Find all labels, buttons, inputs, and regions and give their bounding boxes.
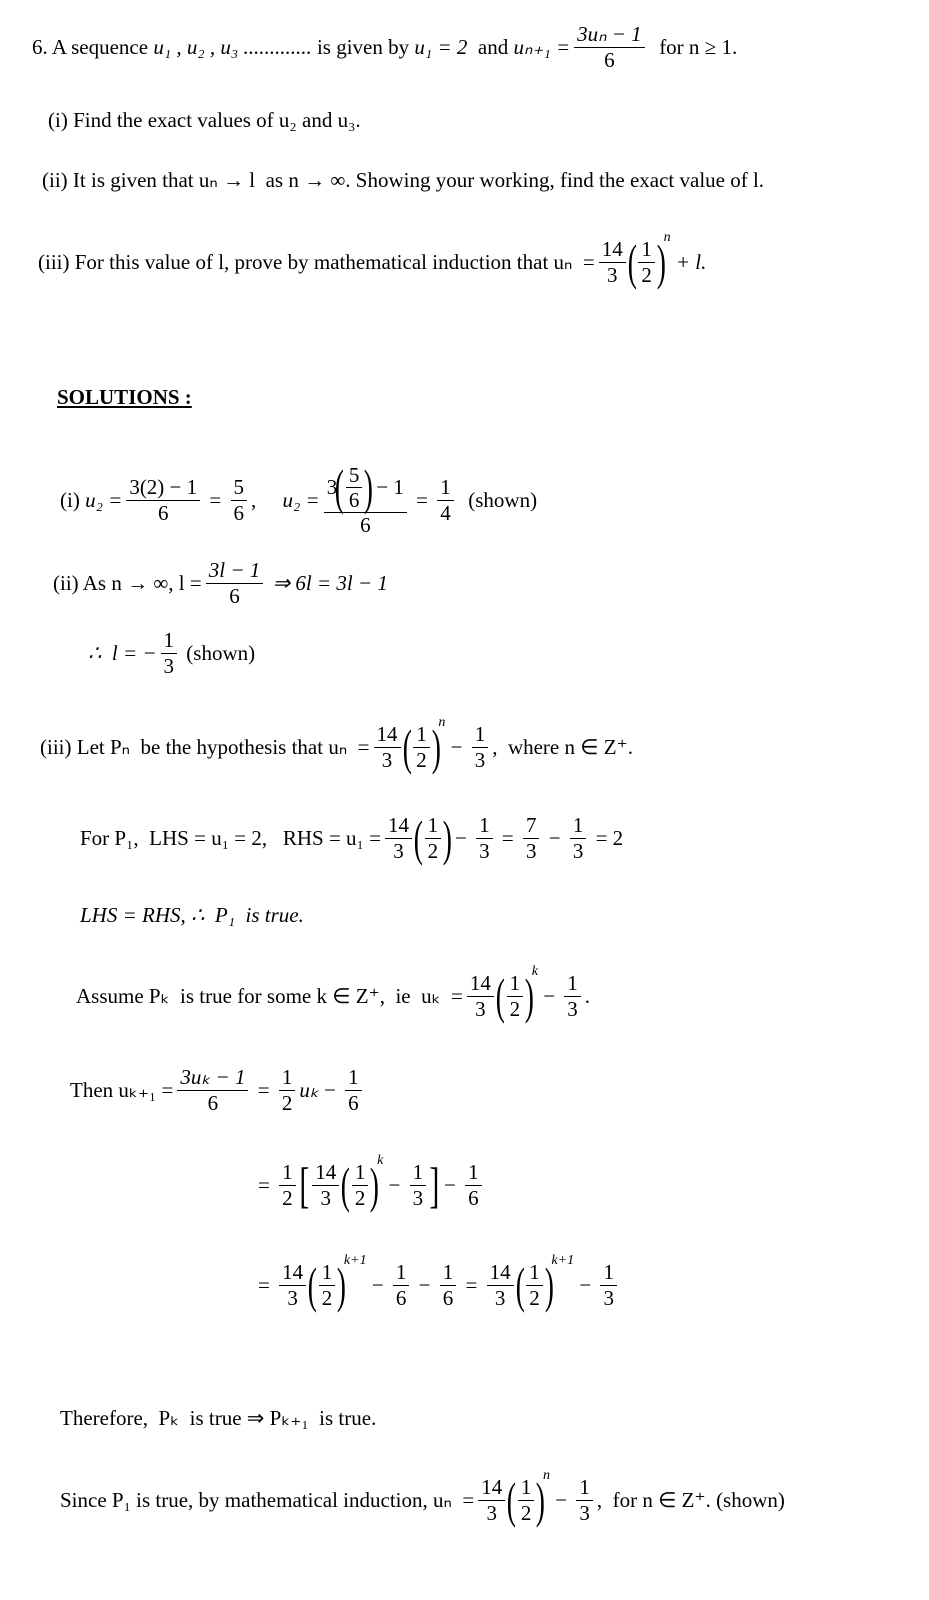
text: = <box>258 1272 276 1297</box>
numerator: 1 <box>413 722 430 747</box>
text: (iii) Let Pₙ be the hypothesis that uₙ = <box>40 734 370 759</box>
condition: for n ≥ 1. <box>648 34 738 59</box>
u1: u₁ = 2 <box>414 34 468 59</box>
numerator: 1 <box>393 1260 410 1285</box>
denominator: 3 <box>475 996 486 1021</box>
denominator: 3 <box>393 838 404 863</box>
denominator: 3 <box>381 747 393 772</box>
text: Since P₁ is true, by mathematical induction, uₙ = <box>60 1487 475 1512</box>
numerator: 1 <box>410 1160 427 1185</box>
text: (iii) For this value of l, prove by mathematical induction that uₙ = <box>38 249 595 274</box>
paren: ( <box>515 1257 525 1313</box>
text: = 2 <box>590 825 624 850</box>
numerator: 14 <box>467 971 494 996</box>
fraction <box>312 1160 339 1209</box>
fraction <box>161 628 178 677</box>
numerator: 1 <box>437 475 454 500</box>
exponent: k+1 <box>343 1253 367 1268</box>
paren: ) <box>656 234 666 290</box>
paren: ( <box>307 1257 318 1313</box>
exponent: n <box>543 1468 551 1483</box>
text: − <box>537 983 561 1008</box>
bracket: ] <box>429 1157 440 1213</box>
text: = <box>204 487 227 512</box>
text: − <box>383 1172 406 1197</box>
inductive-step-3 <box>258 1255 621 1315</box>
text: is given by <box>316 34 415 59</box>
denominator: 6 <box>229 583 240 608</box>
text: + l. <box>670 249 707 274</box>
paren: ( <box>506 1472 517 1528</box>
text: = <box>460 1272 483 1297</box>
inductive-assumption <box>76 966 590 1026</box>
numerator: 1 <box>279 1065 296 1090</box>
numerator: 1 <box>638 237 655 262</box>
paren: ) <box>370 1157 380 1213</box>
paren: ( <box>334 459 345 516</box>
text: ⇒ 6l = 3l − 1 <box>267 570 388 595</box>
text: = <box>252 1077 275 1102</box>
fraction <box>279 1260 306 1309</box>
numerator: 1 <box>352 1160 369 1185</box>
fraction <box>526 1260 543 1309</box>
denominator: 3 <box>567 996 578 1021</box>
fraction <box>126 475 200 524</box>
paren: ( <box>627 234 637 290</box>
text: − <box>574 1272 597 1297</box>
numerator: 1 <box>425 813 442 838</box>
numerator: 1 <box>465 1160 482 1185</box>
denominator: 3 <box>479 838 490 863</box>
text: , where n ∈ Z⁺. <box>492 734 633 759</box>
numerator: 1 <box>345 1065 362 1090</box>
text: 3 <box>326 475 338 500</box>
text: , for n ∈ Z⁺. (shown) <box>596 1487 785 1512</box>
text: u₂ = <box>282 487 320 512</box>
denominator: 6 <box>360 513 371 538</box>
fraction <box>570 813 587 862</box>
exponent: n <box>438 715 446 730</box>
numerator: 1 <box>472 722 489 747</box>
text: . <box>584 983 591 1008</box>
fraction <box>518 1475 535 1524</box>
fraction <box>476 813 493 862</box>
paren: ) <box>336 1257 347 1313</box>
fraction <box>465 1160 482 1209</box>
conclusion <box>60 1470 785 1530</box>
paren: ) <box>442 810 453 866</box>
denominator: 2 <box>509 996 521 1021</box>
denominator: 2 <box>354 1185 366 1210</box>
bracket: [ <box>298 1157 309 1213</box>
denominator: 6 <box>157 500 169 525</box>
inductive-step-2 <box>258 1155 486 1215</box>
denominator: 6 <box>442 1285 454 1310</box>
text: , <box>251 487 283 512</box>
paren: ( <box>402 719 412 775</box>
fraction <box>487 1260 514 1309</box>
fraction <box>279 1160 296 1209</box>
text: Then uₖ₊₁ = <box>70 1077 174 1102</box>
text: and <box>467 34 514 59</box>
exponent: k <box>377 1153 384 1168</box>
fraction <box>599 237 626 286</box>
part-i <box>48 90 361 150</box>
numerator <box>324 459 407 516</box>
denominator: 6 <box>604 47 615 72</box>
denominator: 6 <box>348 487 360 512</box>
fraction <box>410 1160 427 1209</box>
denominator: 2 <box>321 1285 333 1310</box>
numerator: 3uₙ − 1 <box>574 22 645 47</box>
text: ∴ l = − <box>88 640 157 665</box>
fraction <box>425 813 442 862</box>
denominator: 3 <box>572 838 584 863</box>
fraction <box>352 1160 369 1209</box>
fraction <box>385 813 412 862</box>
denominator: 3 <box>486 1500 497 1525</box>
text: uₖ <box>299 1077 319 1102</box>
numerator: 5 <box>346 463 363 488</box>
denominator: 3 <box>494 1285 506 1310</box>
fraction <box>346 463 363 512</box>
denominator: 3 <box>412 1185 424 1210</box>
denominator: 6 <box>207 1090 219 1115</box>
solution-iii-hypothesis <box>40 717 633 777</box>
fraction <box>437 475 454 524</box>
text: − <box>318 1077 342 1102</box>
paren: ( <box>495 968 505 1024</box>
denominator: 6 <box>233 500 244 525</box>
numerator: 1 <box>564 971 581 996</box>
part-iii <box>38 232 706 292</box>
denominator: 6 <box>468 1185 479 1210</box>
fraction <box>574 22 645 71</box>
numerator: 1 <box>518 1475 535 1500</box>
denominator: 3 <box>474 747 486 772</box>
text: − <box>543 825 566 850</box>
paren: ) <box>431 719 441 775</box>
numerator: 3uₖ − 1 <box>177 1065 248 1090</box>
denominator: 6 <box>348 1090 359 1115</box>
numerator: 3l − 1 <box>206 558 264 583</box>
inductive-step-1 <box>70 1060 366 1120</box>
fraction <box>413 722 430 771</box>
numerator: 1 <box>507 971 524 996</box>
fraction <box>319 1260 336 1309</box>
paren: ) <box>524 968 534 1024</box>
denominator: 3 <box>163 653 175 678</box>
fraction <box>177 1065 248 1114</box>
text: = <box>410 487 434 512</box>
denominator: 6 <box>395 1285 407 1310</box>
part-ii <box>42 150 764 210</box>
text: − <box>449 825 473 850</box>
numerator: 14 <box>374 722 401 747</box>
fraction <box>472 722 489 771</box>
solution-i <box>60 459 538 538</box>
denominator: 2 <box>282 1185 293 1210</box>
paren: ( <box>340 1157 351 1213</box>
denominator: 2 <box>281 1090 293 1115</box>
induction-implication <box>60 1388 376 1448</box>
text: (ii) As n → ∞, l = <box>53 570 202 595</box>
numerator: 1 <box>526 1260 543 1285</box>
text: = <box>496 825 519 850</box>
denominator: 3 <box>579 1500 590 1525</box>
fraction <box>564 971 581 1020</box>
fraction <box>231 475 248 524</box>
text: (ii) It is given that uₙ → l as n → ∞. Showing your working, find the exact value of l. <box>42 167 765 192</box>
text: LHS = RHS, ∴ P₁ is true. <box>80 902 304 927</box>
exponent: k+1 <box>551 1253 575 1268</box>
numerator: 14 <box>487 1260 514 1285</box>
text: − <box>550 1487 573 1512</box>
numerator: 3(2) − 1 <box>126 475 200 500</box>
text: = <box>258 1172 276 1197</box>
text: For P₁, LHS = u₁ = 2, RHS = u₁ = <box>80 825 381 850</box>
fraction <box>324 459 407 538</box>
fraction <box>374 722 401 771</box>
numerator: 14 <box>599 237 626 262</box>
numerator: 14 <box>385 813 412 838</box>
denominator: 3 <box>287 1285 298 1310</box>
text: (i) Find the exact values of u₂ and u₃. <box>48 107 361 132</box>
denominator: 4 <box>440 500 451 525</box>
question-statement <box>32 17 737 77</box>
text: 6. A sequence <box>32 34 154 59</box>
numerator: 1 <box>570 813 587 838</box>
denominator: 2 <box>427 838 439 863</box>
paren: ( <box>413 810 423 866</box>
fraction <box>507 971 524 1020</box>
fraction <box>523 813 540 862</box>
text: u₂ = <box>85 487 123 512</box>
text: − <box>366 1272 389 1297</box>
fraction <box>478 1475 505 1524</box>
denominator: 2 <box>416 747 427 772</box>
fraction <box>440 1260 457 1309</box>
numerator: 14 <box>478 1475 505 1500</box>
fraction <box>467 971 494 1020</box>
text: Assume Pₖ is true for some k ∈ Z⁺, ie uₖ = <box>76 983 463 1008</box>
text: (shown) <box>457 487 538 512</box>
paren: ) <box>536 1472 546 1528</box>
text: Therefore, Pₖ is true ⇒ Pₖ₊₁ is true. <box>60 1405 377 1430</box>
fraction <box>576 1475 593 1524</box>
numerator: 1 <box>161 628 178 653</box>
exponent: n <box>663 230 671 245</box>
fraction <box>345 1065 362 1114</box>
sequence: u₁ , u₂ , u₃ ............. <box>153 34 317 59</box>
paren: ) <box>364 459 374 516</box>
solution-ii <box>53 553 388 613</box>
lhs-equals-rhs <box>80 885 304 945</box>
text: − <box>438 1172 462 1197</box>
text: − 1 <box>371 475 404 500</box>
numerator: 1 <box>576 1475 593 1500</box>
text: (shown) <box>181 640 256 665</box>
numerator: 7 <box>523 813 540 838</box>
numerator: 14 <box>279 1260 306 1285</box>
text: − <box>445 734 468 759</box>
numerator: 1 <box>476 813 493 838</box>
fraction <box>600 1260 617 1309</box>
base-case <box>80 808 623 868</box>
fraction <box>206 558 264 607</box>
heading: SOLUTIONS : <box>57 384 192 409</box>
denominator: 3 <box>320 1185 331 1210</box>
denominator: 2 <box>641 262 652 287</box>
exponent: k <box>531 964 538 979</box>
fraction <box>638 237 655 286</box>
solution-ii-result <box>88 623 255 683</box>
fraction <box>279 1065 296 1114</box>
denominator: 3 <box>525 838 537 863</box>
numerator: 1 <box>319 1260 336 1285</box>
label: (i) <box>60 487 86 512</box>
denominator: 3 <box>603 1285 614 1310</box>
denominator: 2 <box>520 1500 532 1525</box>
numerator: 1 <box>440 1260 457 1285</box>
solutions-heading <box>57 367 192 427</box>
numerator: 1 <box>279 1160 296 1185</box>
numerator: 1 <box>600 1260 617 1285</box>
denominator: 3 <box>607 262 618 287</box>
recurrence-lhs: uₙ₊₁ = <box>513 34 571 59</box>
numerator: 5 <box>231 475 248 500</box>
fraction <box>393 1260 410 1309</box>
paren: ) <box>544 1257 554 1313</box>
denominator: 2 <box>529 1285 540 1310</box>
numerator: 14 <box>312 1160 339 1185</box>
text: − <box>413 1272 436 1297</box>
